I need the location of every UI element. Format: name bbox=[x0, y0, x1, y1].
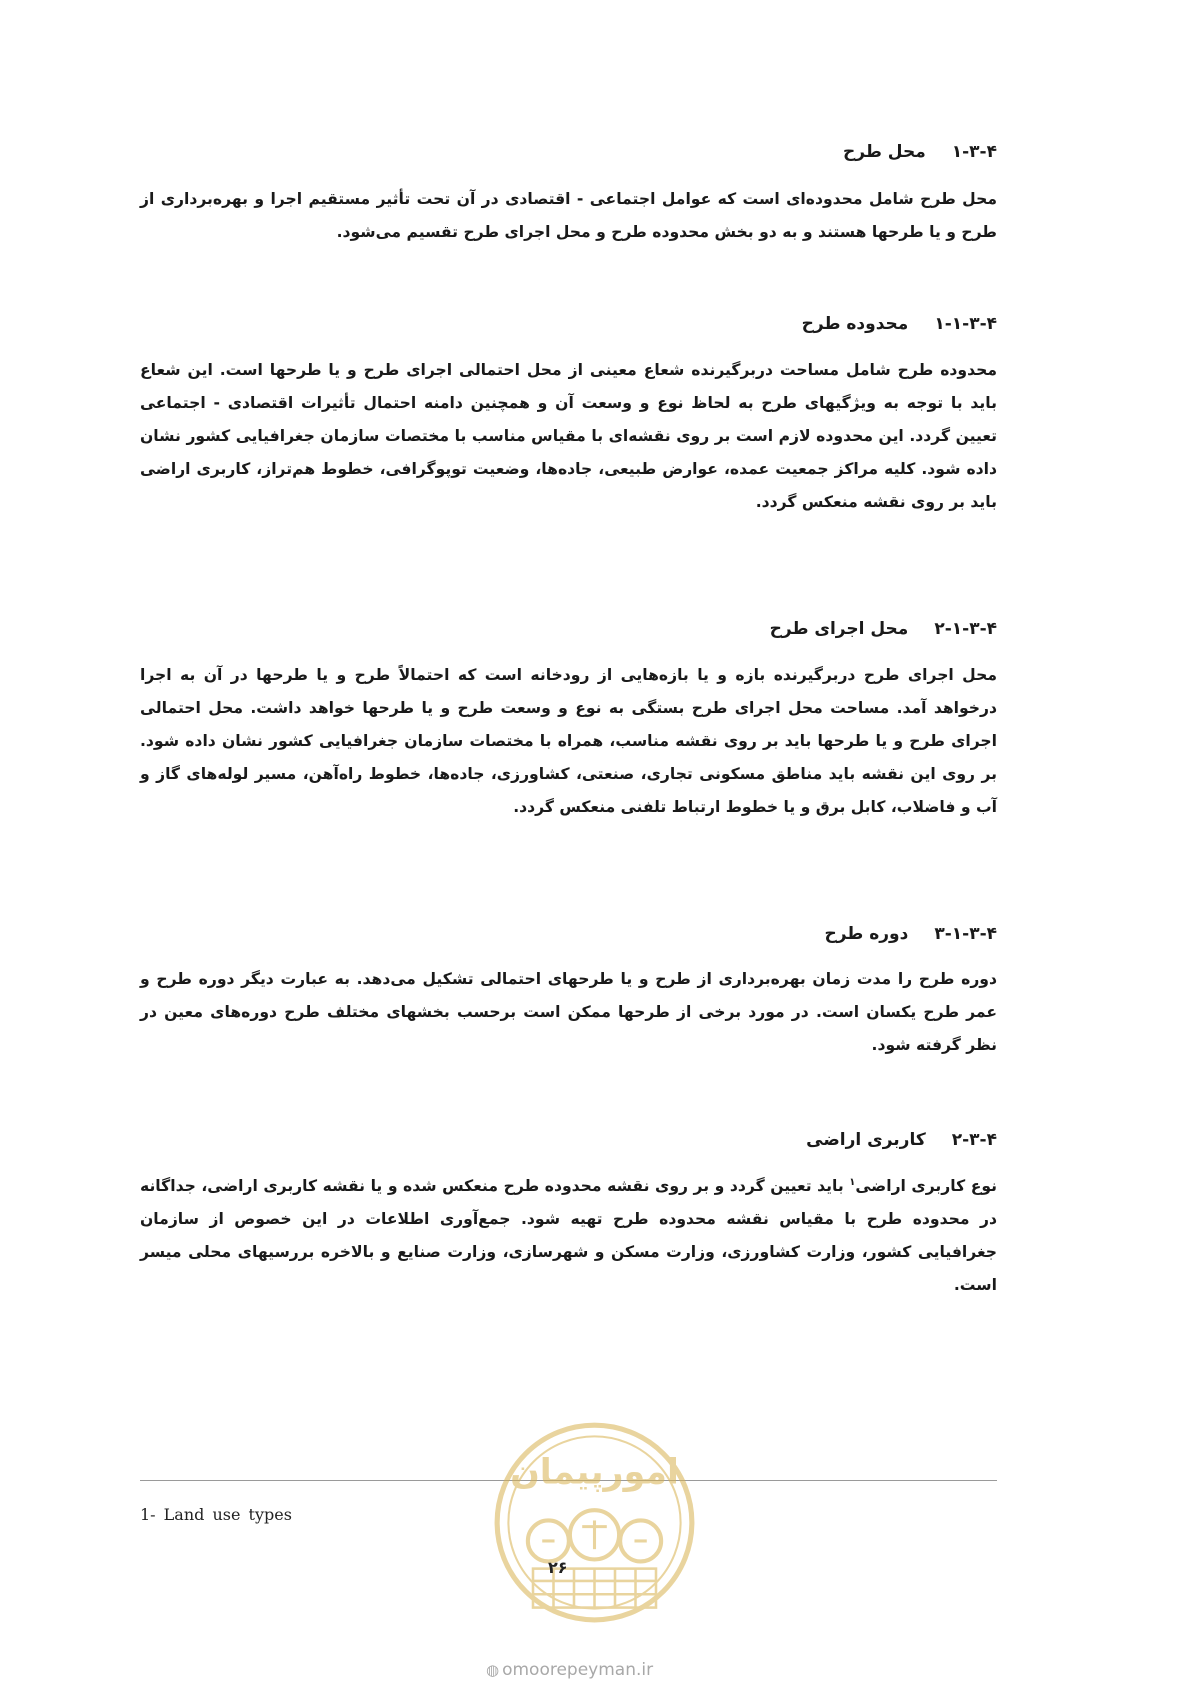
section-title: کاربری اراضی bbox=[806, 1130, 926, 1150]
section-paragraph: محدوده طرح شامل مساحت دربرگیرنده شعاع معینی از محل احتمالی اجرای طرح و یا طرحها است. این شعاع باید با توجه به ویژگیهای طرح به لحاظ نوع و وسعت آن و همچنین دامنه احتمال تأثیرات اقتصادی - اجتماعی تعیین گردد. این محدوده لازم است بر روی نقشه‌ای با مقیاس مناسب با مختصات سازمان جغرافیایی کشور نشان داده شود. کلیه مراکز جمعیت عمده، عوارض طبیعی، جاده‌ها، وضعیت توپوگرافی، خطوط هم‌تراز، کاربری اراضی باید بر روی نقشه منعکس گردد. bbox=[140, 361, 997, 511]
site-url-text: omoorepeyman.ir bbox=[502, 1660, 654, 1680]
section-heading bbox=[802, 314, 997, 334]
section-title: محل طرح bbox=[843, 142, 926, 162]
footnote-marker[interactable]: ۱ bbox=[849, 1176, 856, 1188]
site-url[interactable] bbox=[486, 1660, 653, 1680]
watermark-logo-icon bbox=[492, 1420, 697, 1625]
section-title: محل اجرای طرح bbox=[769, 619, 909, 639]
section-title: محدوده طرح bbox=[801, 314, 909, 334]
section-paragraph: دوره طرح را مدت زمان بهره‌برداری از طرح و یا طرحهای احتمالی تشکیل می‌دهد. به عبارت دیگر دوره طرح و عمر طرح یکسان است. در مورد برخی از طرحها ممکن است برحسب بخشهای مختلف طرح دوره‌های معین در نظر گرفته شود. bbox=[140, 970, 997, 1054]
paragraph-rest: باید تعیین گردد و بر روی نقشه محدوده طرح منعکس شده و یا نقشه کاربری اراضی، جداگانه در محدوده طرح با مقیاس نقشه محدوده طرح تهیه شود. جمع‌آوری اطلاعات در این خصوص از سازمان جغرافیایی کشور، وزارت کشاورزی، وزارت مسکن و شهرسازی، وزارت صنایع و بالاخره بررسیهای محلی میسر است. bbox=[140, 1177, 997, 1294]
section-paragraph: محل اجرای طرح دربرگیرنده بازه و یا بازه‌هایی از رودخانه است که احتمالاً طرح و یا طرحها در آن به اجرا درخواهد آمد. مساحت محل اجرای طرح بستگی به نوع و وسعت طرح و یا طرحها خواهد داشت. محل احتمالی اجرای طرح و یا طرحها باید بر روی نقشه مناسب، همراه با مختصات سازمان جغرافیایی کشور نشان داده شود. بر روی این نقشه باید مناطق مسکونی تجاری، صنعتی، کشاورزی، جاده‌ها، خطوط راه‌آهن، مسیر لوله‌های گاز و آب و فاضلاب، کابل برق و یا خطوط ارتباط تلفنی منعکس گردد. bbox=[140, 666, 997, 816]
section-number: ۲-۱-۳-۴ bbox=[934, 619, 997, 639]
watermark-text: امورپیمان bbox=[510, 1452, 679, 1493]
page-number: ۲۶ bbox=[548, 1558, 568, 1577]
globe-icon: ◍ bbox=[486, 1661, 500, 1679]
paragraph-lead: نوع کاربری اراضی bbox=[855, 1177, 997, 1195]
section-number: ۲-۳-۴ bbox=[951, 1130, 997, 1150]
section-number: ۱-۱-۳-۴ bbox=[934, 314, 997, 334]
section-heading bbox=[824, 924, 997, 944]
section-heading bbox=[770, 619, 997, 639]
section-heading bbox=[843, 142, 997, 162]
section-heading bbox=[806, 1130, 997, 1150]
footnote: 1- Land use types bbox=[140, 1505, 292, 1524]
section-paragraph bbox=[140, 1170, 997, 1302]
section-title: دوره طرح bbox=[824, 924, 909, 944]
section-number: ۳-۱-۳-۴ bbox=[934, 924, 997, 944]
section-paragraph: محل طرح شامل محدوده‌ای است که عوامل اجتماعی - اقتصادی در آن تحت تأثیر مستقیم اجرا و بهره‌برداری از طرح و یا طرحها هستند و به دو بخش محدوده طرح و محل اجرای طرح تقسیم می‌شود. bbox=[140, 190, 997, 241]
section-number: ۱-۳-۴ bbox=[951, 142, 997, 162]
